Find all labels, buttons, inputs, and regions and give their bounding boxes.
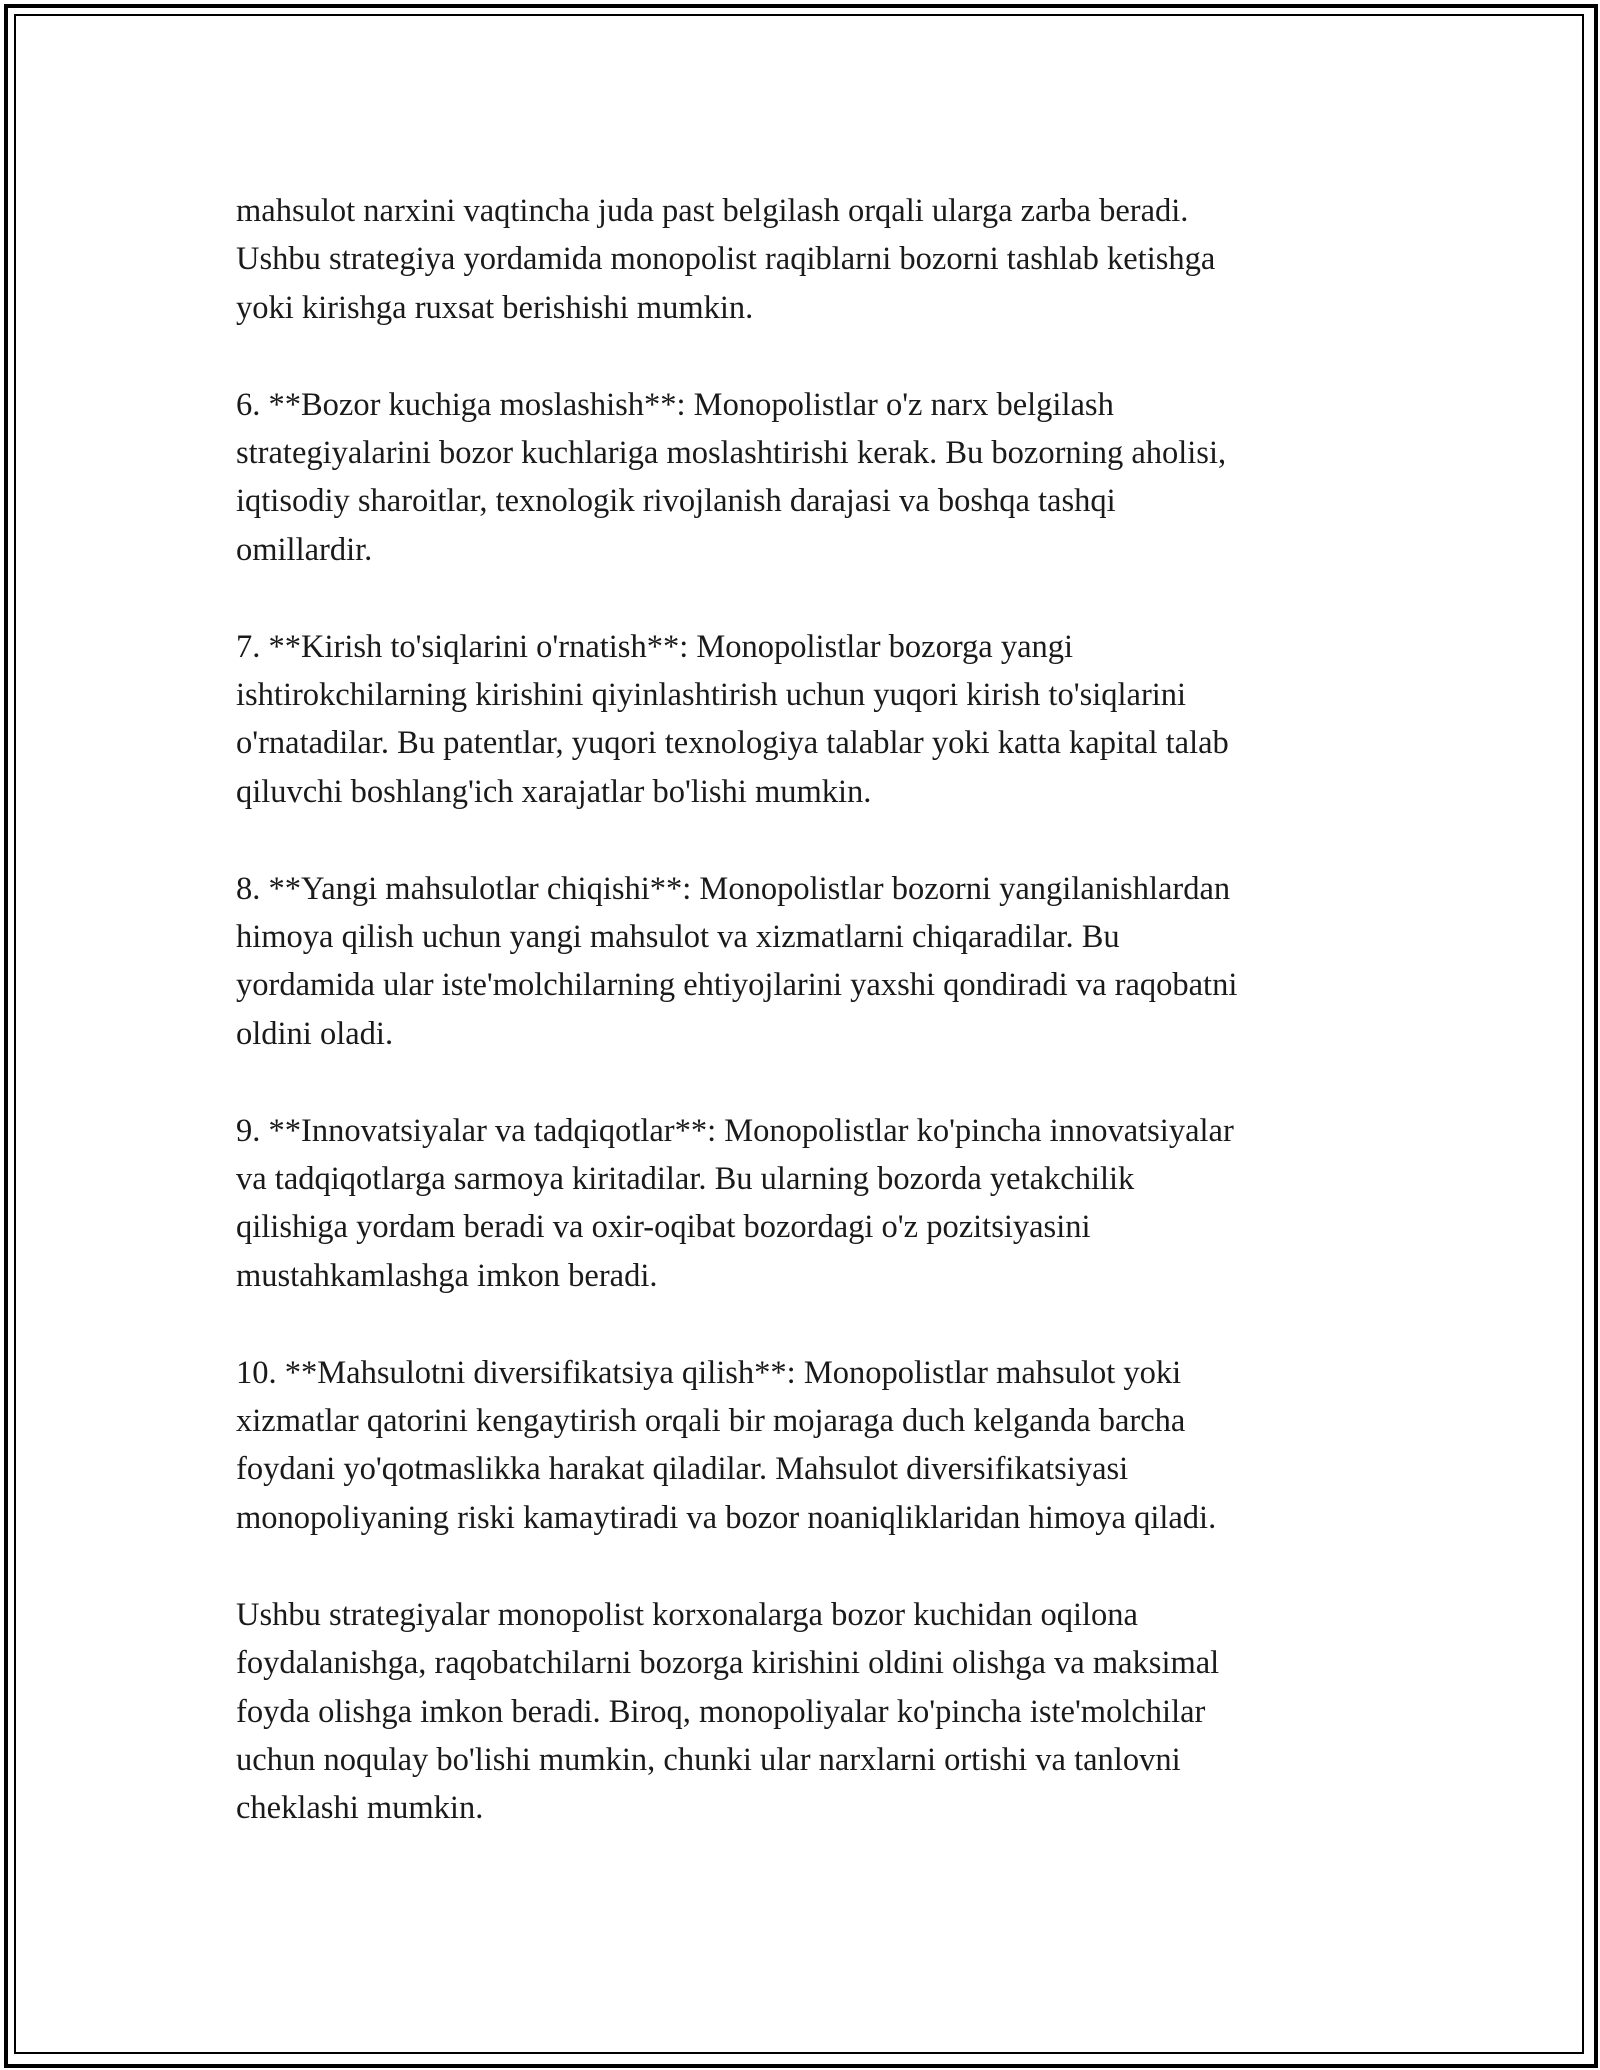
- text-line: Ushbu strategiya yordamida monopolist raqiblarni bozorni tashlab ketishga: [236, 241, 1216, 278]
- text-line: himoya qilish uchun yangi mahsulot va xizmatlarni chiqaradilar. Bu: [236, 919, 1120, 956]
- text-line: va tadqiqotlarga sarmoya kiritadilar. Bu ularning bozorda yetakchilik: [236, 1161, 1135, 1198]
- text-line: foydani yo'qotmaslikka harakat qiladilar. Mahsulot diversifikatsiyasi: [236, 1451, 1129, 1488]
- document-body: [236, 187, 1376, 1881]
- text-line: mahsulot narxini vaqtincha juda past belgilash orqali ularga zarba beradi.: [236, 193, 1189, 229]
- paragraph-item-9: [236, 1107, 1376, 1301]
- text-line: qiluvchi boshlang'ich xarajatlar bo'lishi mumkin.: [236, 773, 872, 810]
- text-line: yoki kirishga ruxsat berishishi mumkin.: [236, 289, 754, 326]
- text-line: 8. **Yangi mahsulotlar chiqishi**: Monopolistlar bozorni yangilanishlardan: [236, 870, 1231, 907]
- text-line: foydalanishga, raqobatchilarni bozorga kirishini oldini olishga va maksimal: [236, 1645, 1220, 1682]
- text-line: monopoliyaning riski kamaytiradi va bozor noaniqliklaridan himoya qiladi.: [236, 1499, 1217, 1536]
- text-line: strategiyalarini bozor kuchlariga moslashtirishi kerak. Bu bozorning aholisi,: [236, 435, 1227, 472]
- text-line: yordamida ular iste'molchilarning ehtiyojlarini yaxshi qondiradi va raqobatni: [236, 967, 1238, 1004]
- paragraph-continuation: [236, 187, 1376, 332]
- text-line: oldini oladi.: [236, 1015, 394, 1052]
- text-line: o'rnatadilar. Bu patentlar, yuqori texnologiya talablar yoki katta kapital talab: [236, 725, 1229, 762]
- text-line: ishtirokchilarning kirishini qiyinlashtirish uchun yuqori kirish to'siqlarini: [236, 677, 1187, 714]
- paragraph-item-7: [236, 623, 1376, 817]
- text-line: qilishiga yordam beradi va oxir-oqibat bozordagi o'z pozitsiyasini: [236, 1209, 1091, 1246]
- text-line: 9. **Innovatsiyalar va tadqiqotlar**: Monopolistlar ko'pincha innovatsiyalar: [236, 1112, 1234, 1149]
- text-line: 7. **Kirish to'siqlarini o'rnatish**: Monopolistlar bozorga yangi: [236, 628, 1074, 665]
- paragraph-item-10: [236, 1349, 1376, 1543]
- text-line: Ushbu strategiyalar monopolist korxonalarga bozor kuchidan oqilona: [236, 1596, 1138, 1633]
- paragraph-item-6: [236, 381, 1376, 575]
- text-line: omillardir.: [236, 531, 373, 568]
- paragraph-item-8: [236, 865, 1376, 1059]
- paragraph-conclusion: [236, 1591, 1376, 1833]
- text-line: xizmatlar qatorini kengaytirish orqali bir mojaraga duch kelganda barcha: [236, 1403, 1186, 1440]
- text-line: 10. **Mahsulotni diversifikatsiya qilish**: Monopolistlar mahsulot yoki: [236, 1354, 1182, 1391]
- text-line: 6. **Bozor kuchiga moslashish**: Monopolistlar o'z narx belgilash: [236, 386, 1114, 423]
- text-line: uchun noqulay bo'lishi mumkin, chunki ular narxlarni ortishi va tanlovni: [236, 1741, 1181, 1778]
- text-line: iqtisodiy sharoitlar, texnologik rivojlanish darajasi va boshqa tashqi: [236, 483, 1116, 520]
- text-line: cheklashi mumkin.: [236, 1790, 484, 1827]
- text-line: mustahkamlashga imkon beradi.: [236, 1257, 658, 1294]
- text-line: foyda olishga imkon beradi. Biroq, monopoliyalar ko'pincha iste'molchilar: [236, 1693, 1206, 1730]
